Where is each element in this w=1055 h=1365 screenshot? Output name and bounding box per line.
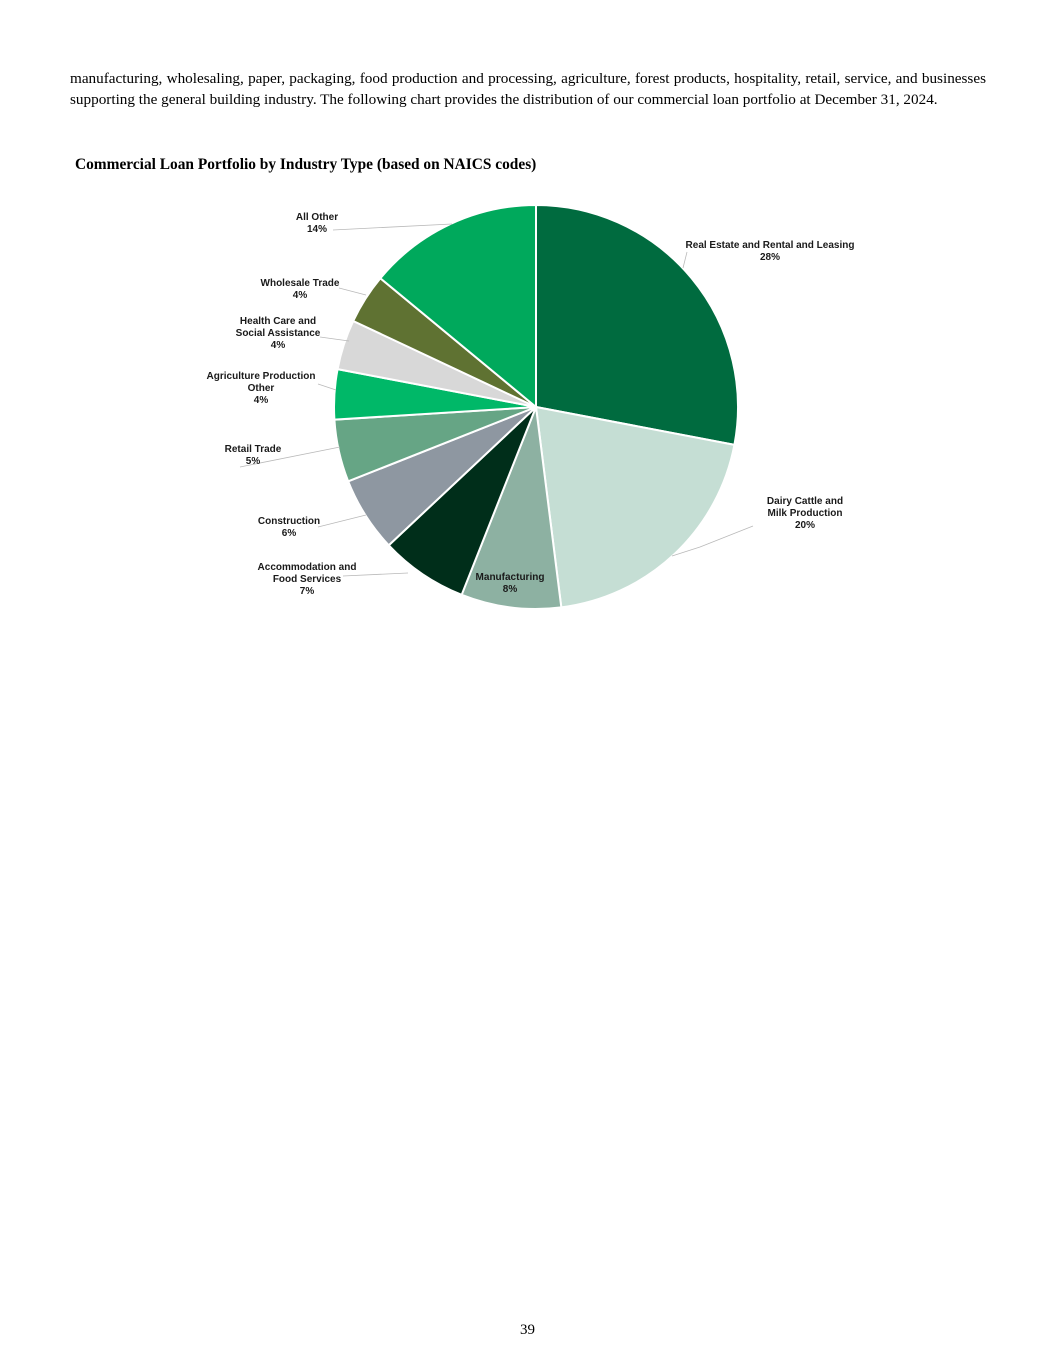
slice-value-label: 4% — [292, 290, 308, 301]
leader-line-4 — [343, 573, 408, 576]
slice-name-label: Other — [247, 383, 275, 394]
slice-value-label: 4% — [270, 340, 286, 351]
slice-name-label: Milk Production — [767, 508, 843, 519]
slice-value-label: 5% — [245, 456, 261, 467]
slice-label-10 — [296, 212, 338, 235]
slice-name-label: Social Assistance — [235, 328, 321, 339]
slice-label-6 — [225, 444, 282, 467]
slice-label-2 — [767, 496, 843, 531]
slice-label-5 — [258, 516, 320, 539]
slice-name-label: Food Services — [272, 574, 342, 585]
slice-label-8 — [236, 316, 321, 351]
chart-heading: Commercial Loan Portfolio by Industry Type (based on NAICS codes) — [75, 156, 537, 173]
slice-name-label: Wholesale Trade — [260, 278, 340, 289]
slice-name-label: Manufacturing — [475, 572, 545, 583]
slice-label-9 — [261, 278, 340, 301]
leader-line-9 — [339, 288, 366, 295]
slice-name-label: Retail Trade — [224, 444, 282, 455]
slice-name-label: All Other — [295, 212, 339, 223]
slice-label-1 — [686, 240, 855, 263]
slice-label-7 — [207, 371, 316, 406]
slice-name-label: Real Estate and Rental and Leasing — [685, 240, 855, 251]
slice-value-label: 28% — [759, 252, 781, 263]
slice-name-label: Health Care and — [239, 316, 317, 327]
slice-value-label: 6% — [281, 528, 297, 539]
pie-chart — [0, 0, 1055, 640]
leader-line-8 — [320, 337, 349, 341]
slice-value-label: 20% — [794, 520, 816, 531]
pie-slices — [334, 205, 738, 609]
slice-value-label: 7% — [299, 586, 315, 597]
leader-line-7 — [318, 384, 336, 390]
slice-name-label: Agriculture Production — [206, 371, 316, 382]
slice-label-4 — [258, 562, 357, 597]
slice-name-label: Construction — [257, 516, 321, 527]
leader-line-10 — [333, 224, 452, 230]
leader-line-1 — [683, 252, 687, 268]
leader-line-5 — [318, 515, 366, 527]
page-number: 39 — [520, 1322, 535, 1338]
slice-name-label: Dairy Cattle and — [766, 496, 844, 507]
slice-name-label: Accommodation and — [257, 562, 357, 573]
slice-value-label: 8% — [502, 584, 518, 595]
slice-value-label: 14% — [306, 224, 328, 235]
slice-value-label: 4% — [253, 395, 269, 406]
intro-paragraph: manufacturing, wholesaling, paper, packaging, food production and processing, agriculture, forest products, hospitality, retail, service, and businesses supporting the general building industry. The following chart provides the distribution of our commercial loan portfolio at December 31, 2024. — [70, 70, 986, 108]
